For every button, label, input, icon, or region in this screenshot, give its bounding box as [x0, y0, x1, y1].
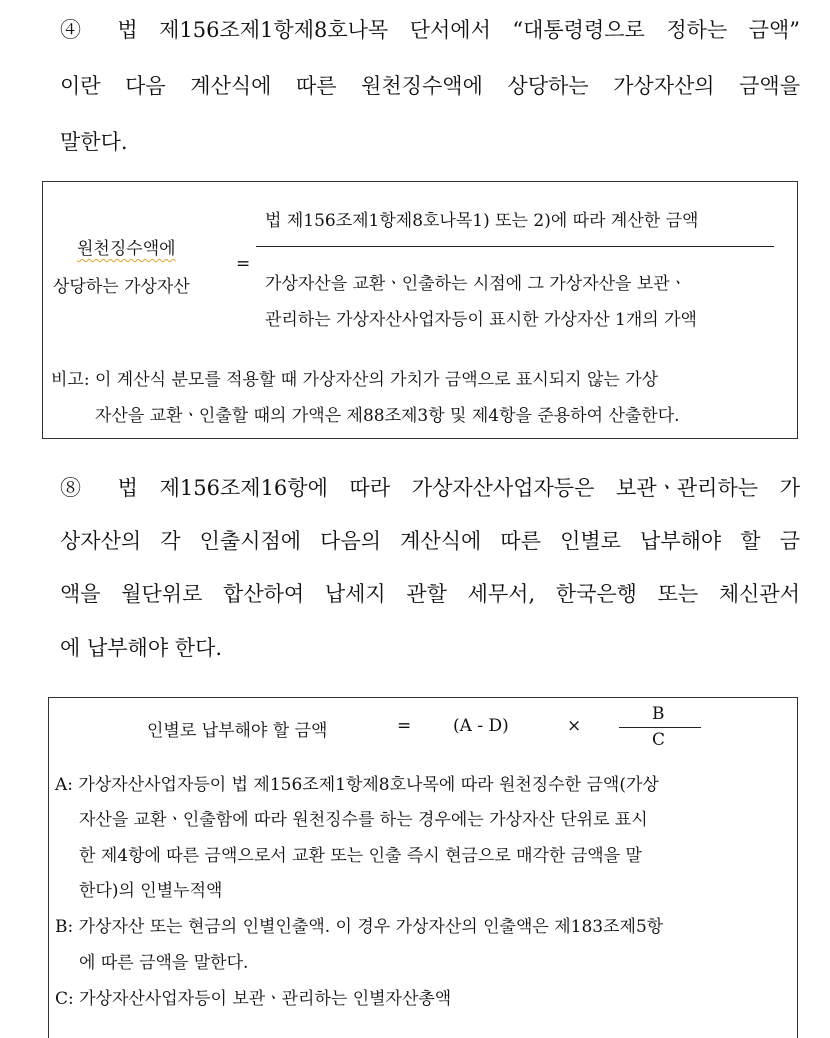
- note-line-1: 비고: 이 계산식 분모를 적용할 때 가상자산의 가치가 금액으로 표시되지 않는 가상: [51, 370, 659, 390]
- equals-sign: =: [236, 254, 251, 274]
- formula-box-2: [48, 697, 798, 1038]
- paragraph-4-line-3: 말한다.: [60, 130, 128, 154]
- paragraph-8: [60, 472, 800, 672]
- def-a-line-4: 한다)의 인별누적액: [79, 881, 223, 901]
- paragraph-4: [60, 14, 800, 154]
- denominator-line-1: 가상자산을 교환ㆍ인출하는 시점에 그 가상자산을 보관ㆍ: [265, 274, 687, 294]
- paragraph-8-line-1: ⑧ 법 제156조제16항에 따라 가상자산사업자등은 보관ㆍ관리하는 가: [60, 476, 800, 500]
- fraction-bar: [256, 246, 774, 247]
- paragraph-8-line-2: 상자산의 각 인출시점에 다음의 계산식에 따른 인별로 납부해야 할 금: [60, 529, 800, 553]
- def-c-line: C: 가상자산사업자등이 보관ㆍ관리하는 인별자산총액: [55, 989, 452, 1009]
- def-b-line-2: 에 따른 금액을 말한다.: [79, 953, 249, 973]
- numerator-text: 법 제156조제1항제8호나목1) 또는 2)에 따라 계산한 금액: [265, 211, 699, 231]
- fraction-denominator-c: C: [652, 730, 666, 750]
- formula-equals: =: [397, 716, 412, 736]
- formula-a-minus-d: (A - D): [453, 716, 509, 736]
- fraction-numerator-b: B: [652, 704, 665, 724]
- note-line-2: 자산을 교환ㆍ인출할 때의 가액은 제88조제3항 및 제4항을 준용하여 산출한다.: [95, 406, 680, 426]
- paragraph-4-line-2: 이란 다음 계산식에 따른 원천징수액에 상당하는 가상자산의 금액을: [60, 74, 800, 98]
- def-b-line-1: B: 가상자산 또는 현금의 인별인출액. 이 경우 가상자산의 인출액은 제183조제5항: [55, 917, 664, 937]
- def-a-line-2: 자산을 교환ㆍ인출함에 따라 원천징수를 하는 경우에는 가상자산 단위로 표시: [79, 810, 648, 830]
- def-a-line-3: 한 제4항에 따른 금액으로서 교환 또는 인출 즉시 현금으로 매각한 금액을 말: [79, 846, 642, 866]
- paragraph-8-line-3: 액을 월단위로 합산하여 납세지 관할 세무서, 한국은행 또는 체신관서: [60, 582, 800, 606]
- formula-times: ×: [567, 716, 582, 736]
- formula-box-1: [42, 181, 798, 439]
- left-label-line-1: 원천징수액에: [77, 239, 176, 259]
- denominator-line-2: 관리하는 가상자산사업자등이 표시한 가상자산 1개의 가액: [265, 310, 697, 330]
- formula-fraction-bar: [619, 727, 701, 728]
- def-a-line-1: A: 가상자산사업자등이 법 제156조제1항제8호나목에 따라 원천징수한 금액(가상: [55, 775, 659, 795]
- formula-label: 인별로 납부해야 할 금액: [147, 721, 328, 741]
- paragraph-8-line-4: 에 납부해야 한다.: [60, 636, 223, 660]
- paragraph-4-line-1: ④ 법 제156조제1항제8호나목 단서에서 “대통령령으로 정하는 금액”: [60, 18, 800, 42]
- left-label-line-2: 상당하는 가상자산: [53, 277, 190, 297]
